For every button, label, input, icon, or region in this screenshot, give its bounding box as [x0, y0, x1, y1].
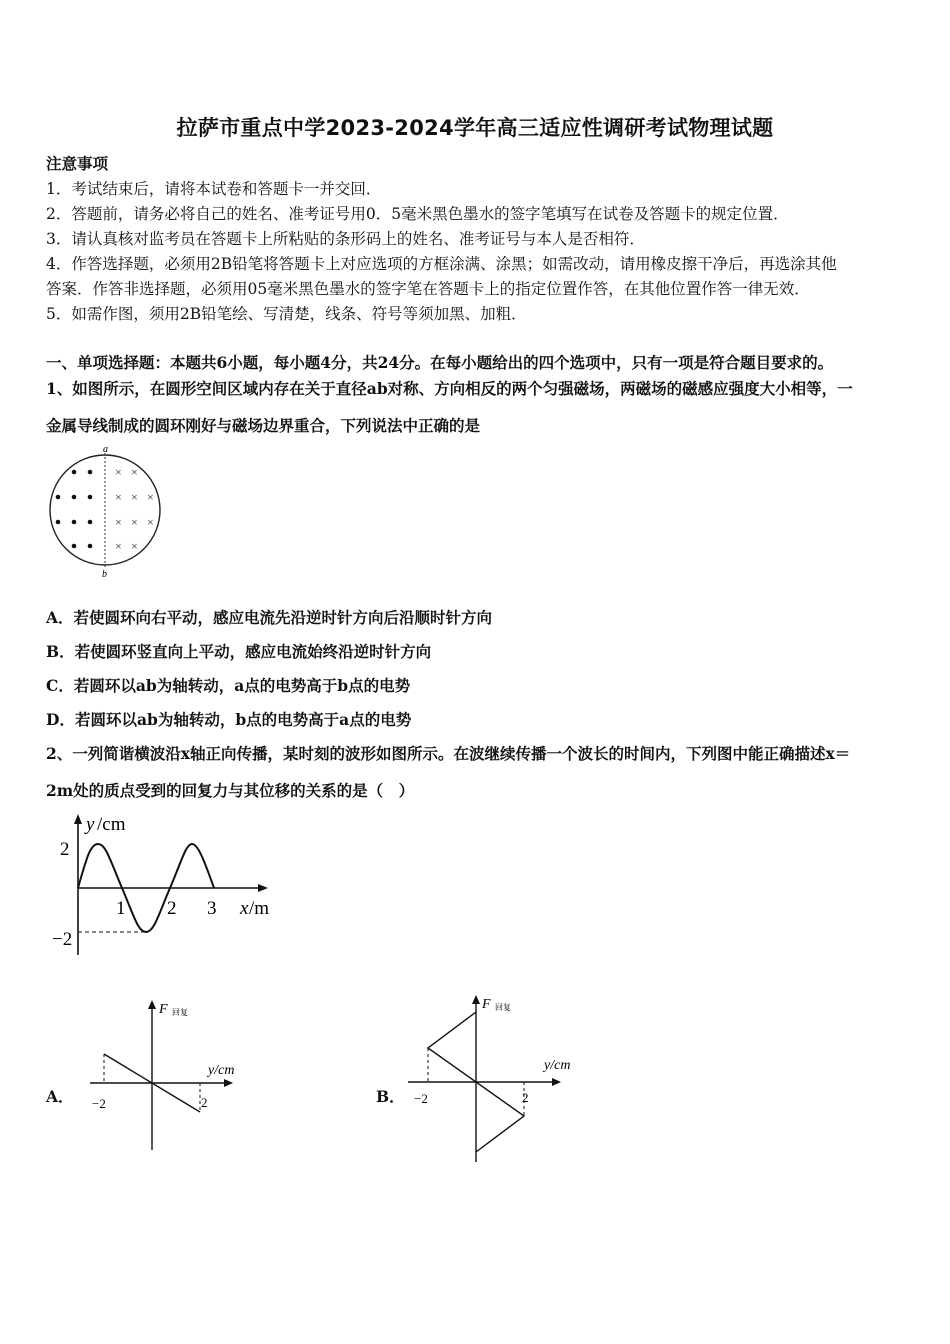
wave-tick-x-1: 1 — [116, 898, 126, 919]
graph-a-f-arrow — [148, 1000, 156, 1009]
q2-stem-line1: 2、一列简谐横波沿x轴正向传播，某时刻的波形如图所示。在波继续传播一个波长的时间内，下列图中能正确描述x＝ — [46, 744, 851, 763]
graph-b-f-sub: 回复 — [495, 1003, 511, 1012]
wave-tick-y-2: 2 — [60, 839, 70, 860]
q1-stem-line2: 金属导线制成的圆环刚好与磁场边界重合，下列说法中正确的是 — [46, 416, 481, 435]
q1-magnetic-field-figure — [44, 443, 174, 583]
q1-option-b[interactable]: B．若使圆环竖直向上平动，感应电流始终沿逆时针方向 — [46, 642, 432, 661]
notice-item-2: 2．答题前，请务必将自己的姓名、准考证号用0．5毫米黑色墨水的签字笔填写在试卷及答题卡的规定位置． — [46, 205, 789, 223]
wave-y-arrow — [74, 814, 82, 824]
page-title: 拉萨市重点中学2023-2024学年高三适应性调研考试物理试题 — [176, 116, 774, 140]
svg-text:×: × — [115, 515, 122, 529]
notice-item-1: 1．考试结束后，请将本试卷和答题卡一并交回． — [46, 180, 382, 198]
wave-x-unit: /m — [249, 898, 270, 919]
q1-option-a[interactable]: A．若使圆环向右平动，感应电流先沿逆时针方向后沿顺时针方向 — [46, 608, 493, 627]
q2-stem-line2: 2m处的质点受到的回复力与其位移的关系的是（ ） — [46, 781, 415, 800]
wave-y-unit: /cm — [97, 814, 126, 835]
svg-text:×: × — [147, 490, 154, 504]
wave-tick-y-neg2: −2 — [52, 929, 73, 950]
graph-b-y-label: y/cm — [544, 1058, 571, 1073]
label-a: a — [103, 444, 108, 455]
notice-item-3: 3．请认真核对监考员在答题卡上所粘贴的条形码上的姓名、准考证号与本人是否相符． — [46, 230, 645, 248]
svg-text:×: × — [147, 515, 154, 529]
notice-item-5: 5．如需作图，须用2B铅笔绘、写清楚，线条、符号等须加黑、加粗． — [46, 305, 527, 323]
svg-text:×: × — [131, 515, 138, 529]
q1-stem-line1: 1、如图所示，在圆形空间区域内存在关于直径ab对称、方向相反的两个匀强磁场，两磁场的磁感应强度大小相等，一 — [46, 379, 853, 398]
notice-item-4-cont: 答案．作答非选择题，必须用05毫米黑色墨水的签字笔在答题卡上的指定位置作答，在其他位置作答一律无效． — [46, 280, 810, 298]
graph-b-f-arrow — [472, 995, 480, 1004]
svg-text:×: × — [131, 465, 138, 479]
field-in-crosses — [115, 465, 154, 553]
section-heading: 一、单项选择题：本题共6小题，每小题4分，共24分。在每小题给出的四个选项中，只有一项是符合题目要求的。 — [46, 353, 834, 372]
graph-a-f-sub: 回复 — [172, 1008, 188, 1017]
svg-text:×: × — [131, 539, 138, 553]
graph-a-f-label: F — [159, 1002, 168, 1017]
q2-option-a-letter[interactable]: A． — [46, 1087, 74, 1106]
q2-option-b-graph[interactable] — [406, 990, 596, 1165]
notice-item-4: 4．作答选择题，必须用2B铅笔将答题卡上对应选项的方框涂满、涂黑；如需改动，请用橡皮擦干净后，再选涂其他 — [46, 255, 837, 273]
wave-y-label: y — [86, 814, 95, 835]
q1-option-d[interactable]: D．若圆环以ab为轴转动，b点的电势高于a点的电势 — [46, 710, 412, 729]
wave-tick-x-3: 3 — [207, 898, 217, 919]
notice-heading: 注意事项 — [46, 154, 109, 173]
graph-a-tick-pos: 2 — [201, 1095, 208, 1110]
graph-b-y-arrow — [552, 1078, 561, 1086]
svg-text:×: × — [115, 465, 122, 479]
svg-text:×: × — [115, 490, 122, 504]
graph-a-y-arrow — [224, 1079, 233, 1087]
graph-b-f-label: F — [482, 997, 491, 1012]
graph-b-tick-neg: −2 — [414, 1091, 428, 1106]
wave-x-label: x — [240, 898, 249, 919]
wave-x-arrow — [258, 884, 268, 892]
wave-tick-x-2: 2 — [167, 898, 177, 919]
q2-wave-figure — [46, 810, 286, 960]
q2-option-a-graph[interactable] — [88, 995, 268, 1155]
label-b: b — [102, 569, 107, 580]
q1-option-c[interactable]: C．若圆环以ab为轴转动，a点的电势高于b点的电势 — [46, 676, 411, 695]
graph-b-tick-pos: 2 — [522, 1090, 529, 1105]
graph-a-tick-neg: −2 — [92, 1096, 106, 1111]
q2-option-b-letter[interactable]: B． — [376, 1087, 405, 1106]
graph-a-y-label: y/cm — [208, 1063, 235, 1078]
svg-text:×: × — [131, 490, 138, 504]
svg-text:×: × — [115, 539, 122, 553]
field-out-dots — [56, 470, 93, 549]
